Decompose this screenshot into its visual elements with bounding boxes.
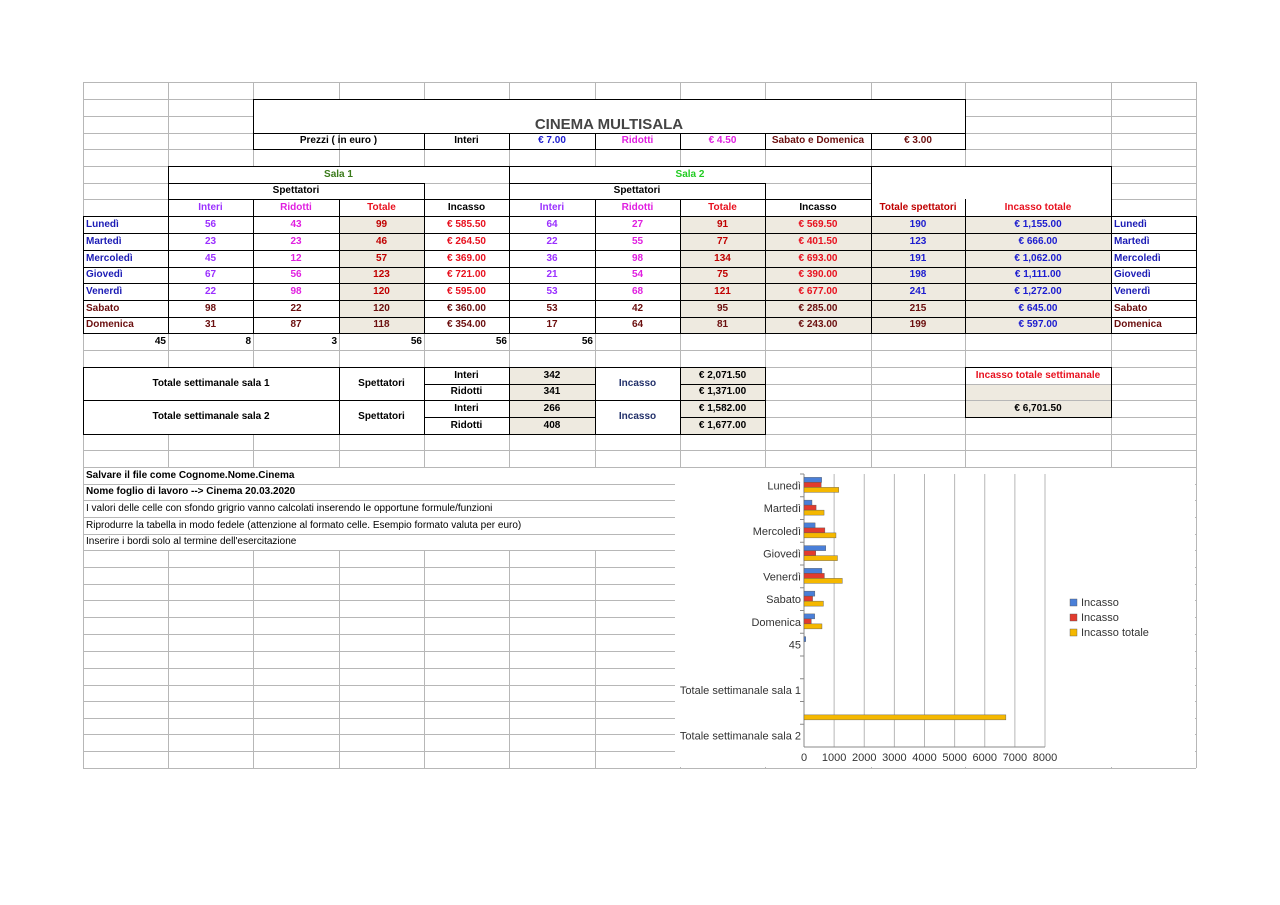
s2-totale-cell[interactable]: 134 — [714, 252, 731, 264]
chart-bar — [804, 477, 822, 482]
chart-bar — [804, 482, 821, 487]
chart-category-label: Sabato — [766, 594, 801, 607]
chart-bar — [804, 500, 812, 505]
weekly-incasso-label-1[interactable]: Incasso — [618, 377, 657, 389]
s1-interi-cell[interactable]: 56 — [204, 218, 217, 230]
chart-xtick-label: 1000 — [821, 752, 847, 764]
s2-ridotti-cell[interactable]: 68 — [631, 285, 644, 297]
chart-bar — [804, 591, 815, 596]
border-v — [965, 99, 966, 150]
row-day-label[interactable]: Venerdì — [86, 285, 123, 297]
weekly-sala2-label[interactable]: Totale settimanale sala 2 — [152, 411, 270, 422]
s1-incasso-cell[interactable]: € 360.00 — [447, 302, 486, 314]
s1-ridotti-cell[interactable]: 98 — [290, 285, 302, 297]
chart-xtick-label: 3000 — [882, 752, 907, 764]
chart-legend-swatch — [1070, 599, 1077, 606]
weekly-spettatori-2[interactable]: Spettatori — [358, 411, 405, 422]
grid-vline — [1196, 82, 1197, 768]
chart-bar — [804, 614, 815, 619]
chart-bar — [804, 546, 826, 551]
s1-ridotti-cell[interactable]: 12 — [290, 252, 302, 264]
header-spettatori-2[interactable]: Spettatori — [613, 185, 661, 196]
chart-category-label: Mercoledì — [752, 525, 801, 538]
bar-chart — [675, 468, 1195, 767]
header-ridotti-1[interactable]: Ridotti — [280, 201, 312, 213]
weekly-spettatori-1[interactable]: Spettatori — [358, 377, 405, 389]
price-weekend-value[interactable]: € 3.00 — [904, 135, 932, 146]
chart-bar — [804, 528, 825, 533]
chart-bar — [804, 601, 823, 606]
weekly-s1-ridotti-value[interactable]: 341 — [543, 386, 561, 397]
totale-spettatori-cell[interactable]: 123 — [909, 235, 927, 247]
chart-category-label: Venerdì — [763, 571, 801, 584]
row-day-label[interactable]: Lunedì — [86, 218, 119, 230]
weekly-interi-1[interactable]: Interi — [454, 369, 479, 381]
weekly-ridotti-2[interactable]: Ridotti — [450, 419, 483, 431]
row-day-label[interactable]: Martedì — [86, 235, 122, 247]
stray-value-cell[interactable]: 3 — [331, 335, 337, 347]
chart-xtick-label: 0 — [800, 752, 808, 764]
chart-bar — [804, 573, 824, 578]
s2-interi-cell[interactable]: 22 — [546, 235, 558, 247]
totale-spettatori-cell[interactable]: 191 — [909, 252, 927, 264]
price-weekend-label[interactable]: Sabato e Domenica — [771, 135, 865, 146]
s1-ridotti-cell[interactable]: 87 — [290, 319, 302, 330]
chart-bar — [804, 551, 816, 556]
stray-value-cell[interactable]: 8 — [245, 335, 251, 347]
chart-bar — [804, 715, 1006, 720]
price-ridotti-value[interactable]: € 4.50 — [708, 135, 737, 146]
s2-interi-cell[interactable]: 53 — [546, 285, 558, 297]
s1-totale-cell[interactable]: 99 — [375, 218, 388, 230]
chart-bar — [804, 556, 837, 561]
chart-bar — [804, 523, 815, 528]
s1-interi-cell[interactable]: 22 — [204, 285, 217, 297]
s2-interi-cell[interactable]: 21 — [546, 269, 558, 280]
header-sala1[interactable]: Sala 1 — [324, 168, 353, 180]
s1-incasso-cell[interactable]: € 264.50 — [447, 235, 486, 247]
weekly-total-label[interactable]: Incasso totale settimanale — [975, 369, 1101, 381]
row-day-label-right[interactable]: Mercoledì — [1114, 252, 1161, 264]
s1-ridotti-cell[interactable]: 43 — [290, 218, 302, 230]
chart-xtick-label: 6000 — [972, 752, 997, 764]
chart-category-label: Totale settimanale sala 2 — [679, 730, 801, 743]
header-incasso-totale[interactable]: Incasso totale — [1004, 201, 1072, 213]
s1-totale-cell[interactable]: 120 — [373, 285, 390, 297]
chart-legend-label: Incasso totale — [1081, 627, 1149, 639]
grid-hline — [83, 82, 1196, 83]
s2-totale-cell[interactable]: 91 — [716, 218, 729, 230]
row-day-label-right[interactable]: Domenica — [1114, 319, 1162, 330]
incasso-totale-cell[interactable]: € 645.00 — [1018, 302, 1058, 314]
row-day-label[interactable]: Mercoledì — [86, 252, 133, 264]
totale-spettatori-cell[interactable]: 190 — [909, 218, 927, 230]
stray-value-cell[interactable]: 56 — [581, 335, 593, 347]
chart-xtick-label: 7000 — [1002, 752, 1028, 764]
incasso-totale-cell[interactable]: € 1,155.00 — [1014, 218, 1062, 230]
grid-hline — [83, 350, 1196, 351]
s2-incasso-cell[interactable]: € 285.00 — [798, 302, 838, 314]
chart-bar — [804, 505, 816, 510]
s2-interi-cell[interactable]: 64 — [546, 218, 558, 230]
row-day-label[interactable]: Sabato — [86, 302, 120, 314]
chart-category-label: Martedì — [763, 503, 801, 516]
header-ridotti-2[interactable]: Ridotti — [621, 201, 654, 213]
s2-incasso-cell[interactable]: € 569.50 — [798, 218, 838, 230]
s2-incasso-cell[interactable]: € 243.00 — [798, 319, 838, 330]
s1-interi-cell[interactable]: 98 — [204, 302, 217, 314]
border-v — [1111, 166, 1112, 217]
row-day-label-right[interactable]: Martedì — [1114, 235, 1150, 247]
s1-interi-cell[interactable]: 45 — [204, 252, 217, 264]
s2-totale-cell[interactable]: 121 — [714, 285, 731, 297]
s2-incasso-cell[interactable]: € 677.00 — [798, 285, 838, 297]
chart-bar — [804, 487, 839, 492]
incasso-totale-cell[interactable]: € 1,062.00 — [1014, 252, 1062, 264]
chart-category-label: Totale settimanale sala 1 — [679, 685, 801, 698]
s1-ridotti-cell[interactable]: 23 — [290, 235, 302, 247]
border-v — [1196, 216, 1197, 334]
chart-xtick-label: 8000 — [1032, 752, 1058, 764]
s1-totale-cell[interactable]: 118 — [373, 319, 390, 330]
instruction-note[interactable]: I valori delle celle con sfondo grigrio vanno calcolati inserendo le opportune formule/funzioni — [86, 502, 493, 514]
incasso-totale-cell[interactable]: € 597.00 — [1018, 319, 1058, 330]
s2-ridotti-cell[interactable]: 27 — [631, 218, 644, 230]
header-spettatori-1[interactable]: Spettatori — [272, 185, 320, 196]
s1-totale-cell[interactable]: 120 — [373, 302, 390, 314]
s2-totale-cell[interactable]: 95 — [716, 302, 729, 314]
sheet-title[interactable]: CINEMA MULTISALA — [534, 116, 684, 133]
chart-legend-label: Incasso — [1081, 597, 1119, 609]
s1-totale-cell[interactable]: 123 — [373, 269, 390, 280]
incasso-totale-cell[interactable]: € 1,272.00 — [1014, 285, 1062, 297]
s1-totale-cell[interactable]: 57 — [375, 252, 388, 264]
weekly-sala1-label[interactable]: Totale settimanale sala 1 — [152, 377, 270, 389]
weekly-s1-inc-ridotti[interactable]: € 1,371.00 — [698, 386, 747, 397]
border-h — [253, 149, 966, 150]
row-day-label-right[interactable]: Lunedì — [1114, 218, 1147, 230]
chart-legend-swatch — [1070, 614, 1077, 621]
weekly-interi-2[interactable]: Interi — [454, 402, 479, 414]
stray-value-cell[interactable]: 45 — [154, 335, 166, 347]
s1-interi-cell[interactable]: 23 — [204, 235, 217, 247]
chart-xtick-label: 2000 — [852, 752, 877, 764]
s2-totale-cell[interactable]: 77 — [716, 235, 729, 247]
border-v — [765, 367, 766, 435]
s2-ridotti-cell[interactable]: 55 — [631, 235, 644, 247]
chart-bar — [804, 637, 806, 642]
stray-value-cell[interactable]: 56 — [495, 335, 507, 347]
weekly-s1-interi-value[interactable]: 342 — [543, 369, 561, 381]
price-interi-value[interactable]: € 7.00 — [538, 135, 566, 146]
s2-incasso-cell[interactable]: € 390.00 — [798, 269, 838, 280]
s1-incasso-cell[interactable]: € 354.00 — [447, 319, 486, 330]
s2-incasso-cell[interactable]: € 693.00 — [798, 252, 838, 264]
header-interi-1[interactable]: Interi — [198, 201, 223, 213]
chart-bar — [804, 533, 836, 538]
weekly-s2-inc-ridotti[interactable]: € 1,677.00 — [698, 419, 747, 431]
prices-label[interactable]: Prezzi ( in euro ) — [299, 135, 378, 146]
totale-spettatori-cell[interactable]: 215 — [909, 302, 927, 314]
weekly-s2-ridotti-value[interactable]: 408 — [543, 419, 561, 431]
s1-totale-cell[interactable]: 46 — [375, 235, 388, 247]
totale-spettatori-cell[interactable]: 241 — [909, 285, 927, 297]
s2-totale-cell[interactable]: 75 — [716, 269, 729, 280]
instruction-note[interactable]: Inserire i bordi solo al termine dell'esercitazione — [86, 536, 297, 547]
chart-bar — [804, 510, 824, 515]
chart-legend-swatch — [1070, 629, 1077, 636]
s1-incasso-cell[interactable]: € 595.00 — [447, 285, 486, 297]
chart-category-label: Giovedì — [763, 548, 801, 561]
s1-ridotti-cell[interactable]: 56 — [290, 269, 302, 280]
s2-interi-cell[interactable]: 17 — [546, 319, 558, 330]
row-day-label-right[interactable]: Venerdì — [1114, 285, 1151, 297]
chart-category-label: Lunedì — [767, 480, 801, 493]
weekly-s1-inc-interi[interactable]: € 2,071.50 — [698, 369, 747, 381]
s2-interi-cell[interactable]: 53 — [546, 302, 558, 314]
s1-interi-cell[interactable]: 31 — [204, 319, 217, 330]
border-v — [1111, 367, 1112, 418]
grid-hline — [83, 450, 1196, 451]
grid-hline — [83, 768, 1196, 769]
s1-incasso-cell[interactable]: € 369.00 — [447, 252, 486, 264]
weekly-s2-inc-interi[interactable]: € 1,582.00 — [698, 402, 747, 414]
chart-xtick-label: 5000 — [942, 752, 967, 764]
s1-ridotti-cell[interactable]: 22 — [290, 302, 302, 314]
instruction-note[interactable]: Riprodurre la tabella in modo fedele (attenzione al formato celle. Esempio formato valuta per euro) — [86, 519, 522, 531]
border-h — [965, 417, 1112, 418]
weekly-incasso-label-2[interactable]: Incasso — [618, 411, 657, 422]
chart-bar — [804, 568, 822, 573]
stray-value-cell[interactable]: 56 — [410, 335, 422, 347]
chart-bar — [804, 619, 811, 624]
header-totale-1[interactable]: Totale — [367, 201, 396, 213]
chart-bar — [804, 596, 813, 601]
row-day-label-right[interactable]: Sabato — [1114, 302, 1148, 314]
s2-ridotti-cell[interactable]: 54 — [631, 269, 644, 280]
chart-xtick-label: 4000 — [912, 752, 937, 764]
instruction-note[interactable]: Nome foglio di lavoro --> Cinema 20.03.2020 — [86, 486, 296, 497]
header-totale-2[interactable]: Totale — [708, 201, 737, 213]
s2-incasso-cell[interactable]: € 401.50 — [798, 235, 838, 247]
incasso-totale-cell[interactable]: € 666.00 — [1018, 235, 1058, 247]
incasso-totale-cell[interactable]: € 1,111.00 — [1014, 269, 1062, 280]
header-incasso-1[interactable]: Incasso — [447, 201, 486, 213]
row-day-label[interactable]: Giovedì — [86, 269, 123, 280]
chart-bar — [804, 624, 822, 629]
row-day-label[interactable]: Domenica — [86, 319, 134, 330]
header-totale-spettatori[interactable]: Totale spettatori — [879, 201, 957, 213]
header-sala2[interactable]: Sala 2 — [675, 168, 705, 180]
chart-category-label: 45 — [788, 639, 801, 652]
price-interi-label[interactable]: Interi — [454, 135, 479, 146]
header-incasso-2[interactable]: Incasso — [799, 201, 837, 213]
s1-interi-cell[interactable]: 67 — [204, 269, 217, 280]
chart-bar — [804, 578, 842, 583]
s2-ridotti-cell[interactable]: 42 — [631, 302, 644, 314]
weekly-ridotti-1[interactable]: Ridotti — [450, 386, 483, 397]
s2-ridotti-cell[interactable]: 64 — [631, 319, 644, 330]
totale-spettatori-cell[interactable]: 198 — [909, 269, 927, 280]
chart-category-label: Domenica — [751, 616, 801, 629]
instruction-note[interactable]: Salvare il file come Cognome.Nome.Cinema — [86, 469, 295, 481]
s1-incasso-cell[interactable]: € 721.00 — [447, 269, 486, 280]
weekly-total-value[interactable]: € 6,701.50 — [1014, 402, 1062, 414]
header-interi-2[interactable]: Interi — [539, 201, 565, 213]
totale-spettatori-cell[interactable]: 199 — [909, 319, 927, 330]
s2-totale-cell[interactable]: 81 — [716, 319, 729, 330]
s2-ridotti-cell[interactable]: 98 — [631, 252, 644, 264]
row-day-label-right[interactable]: Giovedì — [1114, 269, 1151, 280]
s1-incasso-cell[interactable]: € 585.50 — [447, 218, 486, 230]
chart-legend-label: Incasso — [1081, 612, 1119, 624]
s2-interi-cell[interactable]: 36 — [546, 252, 558, 264]
weekly-s2-interi-value[interactable]: 266 — [543, 402, 561, 414]
price-ridotti-label[interactable]: Ridotti — [621, 135, 654, 146]
